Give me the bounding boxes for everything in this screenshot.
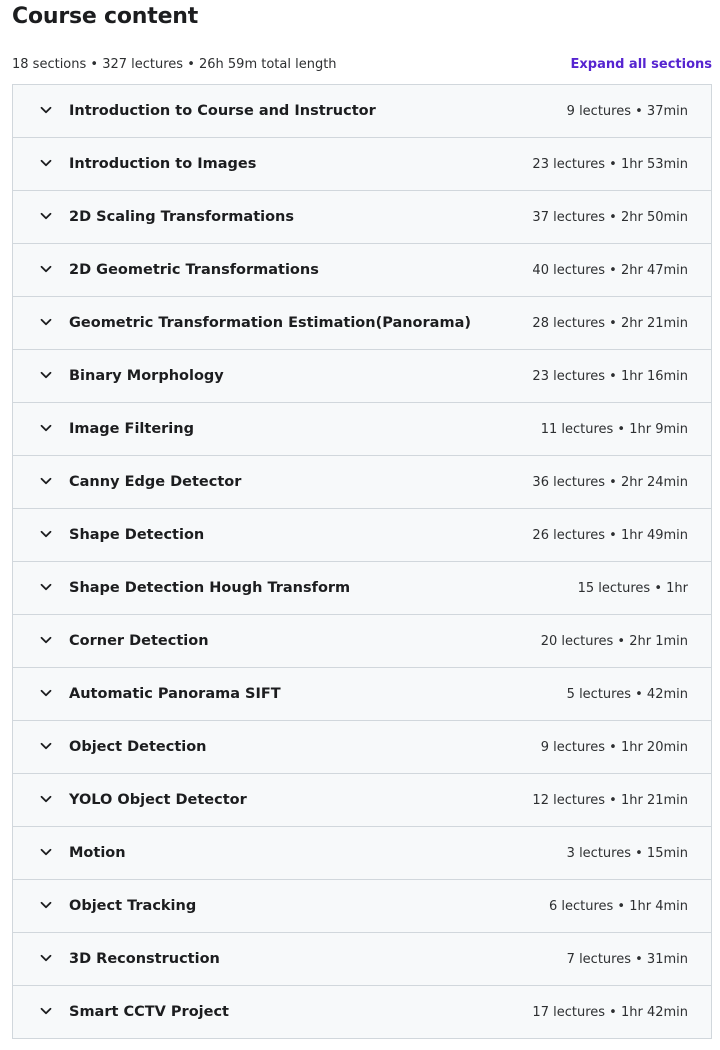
section-meta: 15 lectures • 1hr [577, 581, 688, 596]
section-meta: 37 lectures • 2hr 50min [532, 210, 688, 225]
section-title: Corner Detection [69, 633, 209, 649]
section-title: Introduction to Images [69, 156, 257, 172]
section-title: Image Filtering [69, 421, 194, 437]
section-meta: 11 lectures • 1hr 9min [540, 422, 688, 437]
section-meta: 9 lectures • 1hr 20min [540, 740, 688, 755]
chevron-down-icon [40, 952, 52, 964]
chevron-down-icon [40, 1005, 52, 1017]
section-meta: 40 lectures • 2hr 47min [532, 263, 688, 278]
section-title: Shape Detection Hough Transform [69, 580, 351, 596]
section-meta: 9 lectures • 37min [566, 104, 688, 119]
section-title: Binary Morphology [69, 368, 224, 384]
section-row[interactable] [13, 350, 711, 403]
section-meta: 7 lectures • 31min [566, 952, 688, 967]
section-meta: 36 lectures • 2hr 24min [532, 475, 688, 490]
chevron-down-icon [40, 899, 52, 911]
expand-all-sections-button[interactable]: Expand all sections [570, 57, 712, 72]
chevron-down-icon [40, 475, 52, 487]
section-row[interactable] [13, 774, 711, 827]
section-row[interactable] [13, 668, 711, 721]
section-meta: 5 lectures • 42min [566, 687, 688, 702]
chevron-down-icon [40, 210, 52, 222]
section-meta: 23 lectures • 1hr 16min [532, 369, 688, 384]
page-title: Course content [12, 4, 199, 29]
section-title: Motion [69, 845, 126, 861]
chevron-down-icon [40, 263, 52, 275]
section-row[interactable] [13, 138, 711, 191]
section-row[interactable] [13, 509, 711, 562]
section-title: Object Tracking [69, 898, 197, 914]
chevron-down-icon [40, 740, 52, 752]
section-title: 2D Geometric Transformations [69, 262, 319, 278]
chevron-down-icon [40, 846, 52, 858]
section-row[interactable] [13, 85, 711, 138]
section-meta: 28 lectures • 2hr 21min [532, 316, 688, 331]
section-row[interactable] [13, 191, 711, 244]
chevron-down-icon [40, 581, 52, 593]
section-meta: 3 lectures • 15min [566, 846, 688, 861]
section-title: Smart CCTV Project [69, 1004, 229, 1020]
course-summary-row [12, 56, 712, 76]
section-title: Automatic Panorama SIFT [69, 686, 281, 702]
chevron-down-icon [40, 793, 52, 805]
chevron-down-icon [40, 422, 52, 434]
course-summary: 18 sections • 327 lectures • 26h 59m total length [12, 57, 337, 72]
section-title: Geometric Transformation Estimation(Panorama) [69, 315, 471, 331]
section-meta: 12 lectures • 1hr 21min [532, 793, 688, 808]
section-row[interactable] [13, 933, 711, 986]
chevron-down-icon [40, 634, 52, 646]
section-meta: 6 lectures • 1hr 4min [548, 899, 688, 914]
section-row[interactable] [13, 615, 711, 668]
section-meta: 23 lectures • 1hr 53min [532, 157, 688, 172]
chevron-down-icon [40, 157, 52, 169]
section-title: 2D Scaling Transformations [69, 209, 295, 225]
section-title: Shape Detection [69, 527, 205, 543]
section-row[interactable] [13, 562, 711, 615]
section-row[interactable] [13, 244, 711, 297]
section-meta: 17 lectures • 1hr 42min [532, 1005, 688, 1020]
section-row[interactable] [13, 403, 711, 456]
section-title: 3D Reconstruction [69, 951, 220, 967]
section-row[interactable] [13, 456, 711, 509]
chevron-down-icon [40, 369, 52, 381]
section-list [12, 84, 712, 1039]
section-title: YOLO Object Detector [69, 792, 247, 808]
section-row[interactable] [13, 721, 711, 774]
chevron-down-icon [40, 528, 52, 540]
chevron-down-icon [40, 316, 52, 328]
chevron-down-icon [40, 104, 52, 116]
section-meta: 20 lectures • 2hr 1min [540, 634, 688, 649]
section-title: Introduction to Course and Instructor [69, 103, 376, 119]
section-meta: 26 lectures • 1hr 49min [532, 528, 688, 543]
chevron-down-icon [40, 687, 52, 699]
section-row[interactable] [13, 297, 711, 350]
section-title: Canny Edge Detector [69, 474, 242, 490]
section-row[interactable] [13, 827, 711, 880]
section-row[interactable] [13, 986, 711, 1039]
section-title: Object Detection [69, 739, 207, 755]
section-row[interactable] [13, 880, 711, 933]
